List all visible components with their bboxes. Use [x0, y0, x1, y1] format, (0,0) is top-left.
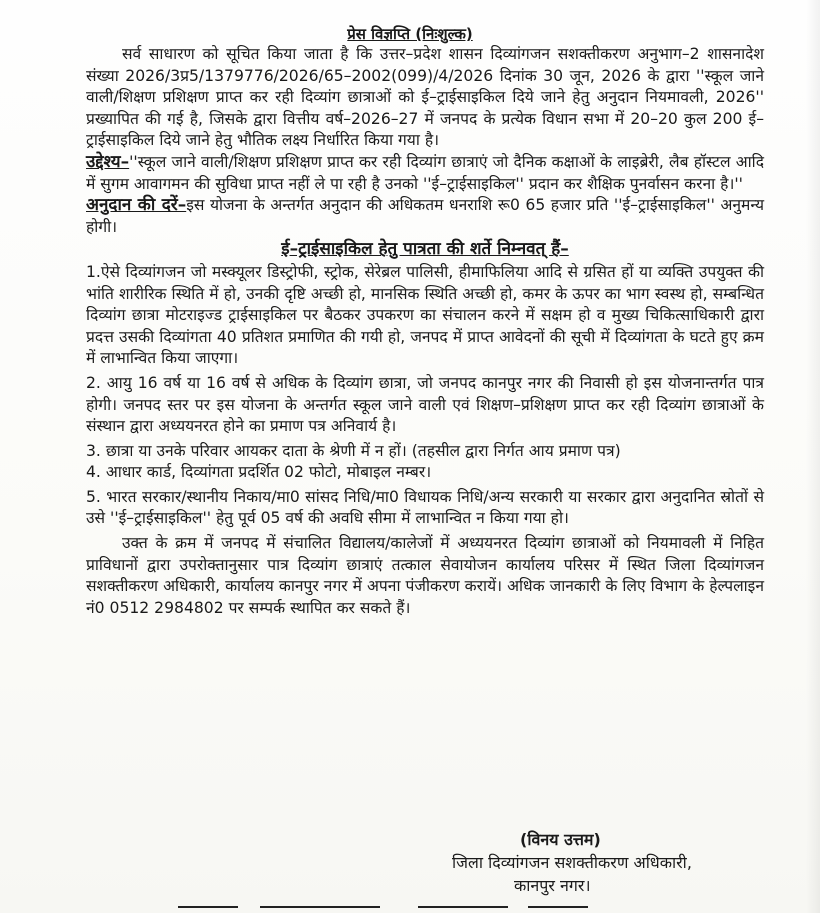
signatory-designation: जिला दिव्यांगजन सशक्तीकरण अधिकारी, [452, 853, 692, 872]
signature-block [452, 828, 782, 897]
cut-off-text-fragments [178, 906, 598, 913]
cut-fragment [178, 906, 238, 913]
intro-paragraph: सर्व साधारण को सूचित किया जाता है कि उत्तर–प्रदेश शासन दिव्यांगजन सशक्तीकरण अनुभाग–2 शासनादेश संख्या 2026/3प्र5/1379776/2026/65–2002(099)/4/2026 दिनांक 30 जून, 2026 के द्वारा ''स्कूल जाने वाली/शिक्षण प्रशिक्षण प्राप्त कर रही दिव्यांग छात्राओं को ई–ट्राईसाइकिल दिये जाने हेतु अनुदान नियमावली, 2026'' प्रख्यापित की गई है, जिसके द्वारा वित्तीय वर्ष–2026–27 में जनपद के प्रत्येक विधान सभा में 20–20 कुल 200 ई–ट्राईसाइकिल दिये जाने हेतु भौतिक लक्ष्य निर्धारित किया गया है। [86, 45, 764, 150]
document-body [86, 44, 764, 619]
grant-text: इस योजना के अन्तर्गत अनुदान की अधिकतम धनराशि रू0 65 हजार प्रति ''ई–ट्राईसाइकिल'' अनुमन्य होगी। [86, 196, 764, 236]
grant-paragraph [86, 195, 764, 238]
document-title-text: प्रेस विज्ञप्ति (निःशुल्क) [347, 25, 473, 43]
cut-fragment [528, 906, 588, 913]
objective-text: ''स्कूल जाने वाली/शिक्षण प्रशिक्षण प्राप्त कर रही दिव्यांग छात्राएं जो दैनिक कक्षाओं के लाइब्रेरी, लैब हॉस्टल आदि में सुगम आवागमन की सुविधा प्राप्त नहीं ले पा रही है उनको ''ई–ट्राईसाइकिल'' प्रदान कर शैक्षिक पुनर्वासन करना है।'' [86, 152, 764, 193]
cut-fragment [418, 906, 508, 913]
objective-paragraph [86, 152, 764, 195]
grant-label: अनुदान की दरें– [86, 195, 187, 216]
condition-item-2: 2. आयु 16 वर्ष या 16 वर्ष से अधिक के दिव्यांग छात्रा, जो जनपद कानपुर नगर की निवासी हो इस योजनान्तर्गत पात्र होगी। जनपद स्तर पर इस योजना के अन्तर्गत स्कूल जाने वाली एवं शिक्षण–प्रशिक्षण प्राप्त कर रही दिव्यांग छात्राओं के संस्थान द्वारा अध्ययनरत होने का प्रमाण पत्र अनिवार्य है। [86, 373, 764, 436]
signatory-name: (विनय उत्तम) [520, 830, 601, 849]
document-title [0, 24, 820, 44]
condition-item-5: 5. भारत सरकार/स्थानीय निकाय/मा0 सांसद निधि/मा0 विधायक निधि/अन्य सरकारी या सरकार द्वारा अनुदानित स्रोतों से उसे ''ई–ट्राईसाइकिल'' हेतु पूर्व 05 वर्ष की अवधि सीमा में लाभान्वित न किया गया हो। [86, 487, 764, 528]
paper-edge-shadow [806, 0, 820, 913]
closing-paragraph: उक्त के क्रम में जनपद में संचालित विद्यालय/कालेजों में अध्ययनरत दिव्यांग छात्राओं को नियमावली में निहित प्राविधानों द्वारा उपरोक्तानुसार पात्र दिव्यांग छात्राएं तत्काल सेवायोजन कार्यालय परिसर में स्थित जिला दिव्यांगजन सशक्तीकरण अधिकारी, कार्यालय कानपुर नगर में अपना पंजीकरण करायें। अधिक जानकारी के लिए विभाग के हेल्पलाइन नं0 0512 2984802 पर सम्पर्क स्थापित कर सकते हैं। [86, 534, 764, 617]
objective-label: उद्देश्य– [86, 151, 130, 172]
signatory-place: कानपुर नगर। [514, 876, 591, 895]
cut-fragment [260, 906, 380, 913]
condition-item-3: 3. छात्रा या उनके परिवार आयकर दाता के श्रेणी में न हों। (तहसील द्वारा निर्गत आय प्रमाण पत्र) [86, 441, 621, 460]
condition-item-4: 4. आधार कार्ड, दिव्यांगता प्रदर्शित 02 फोटो, मोबाइल नम्बर। [86, 463, 432, 482]
eligibility-heading: ई–ट्राईसाइकिल हेतु पात्रता की शर्ते निम्नवत् हैं– [281, 239, 569, 260]
condition-item-1: 1.ऐसे दिव्यांगजन जो मस्क्यूलर डिस्ट्रोफी, स्ट्रोक, सेरेब्रल पालिसी, हीमाफिलिया आदि से ग्रसित हों या व्यक्ति उपयुक्त की भांति शारीरिक स्थिति में हो, उनकी दृष्टि अच्छी हो, मानसिक स्थिति अच्छी हो, कमर के ऊपर का भाग स्वस्थ हो, सम्बन्धित दिव्यांग छात्रा मोटराइज्ड ट्राईसाइकिल पर बैठकर उपकरण का संचालन करने में सक्षम हो व मुख्य चिकित्साधिकारी द्वारा प्रदत्त उसकी दिव्यांगता 40 प्रतिशत प्रमाणित की गयी हो, जनपद में प्राप्त आवेदनों की सूची में दिव्यांगता के घटते हुए क्रम में लाभान्वित किया जाएगा। [86, 262, 764, 368]
